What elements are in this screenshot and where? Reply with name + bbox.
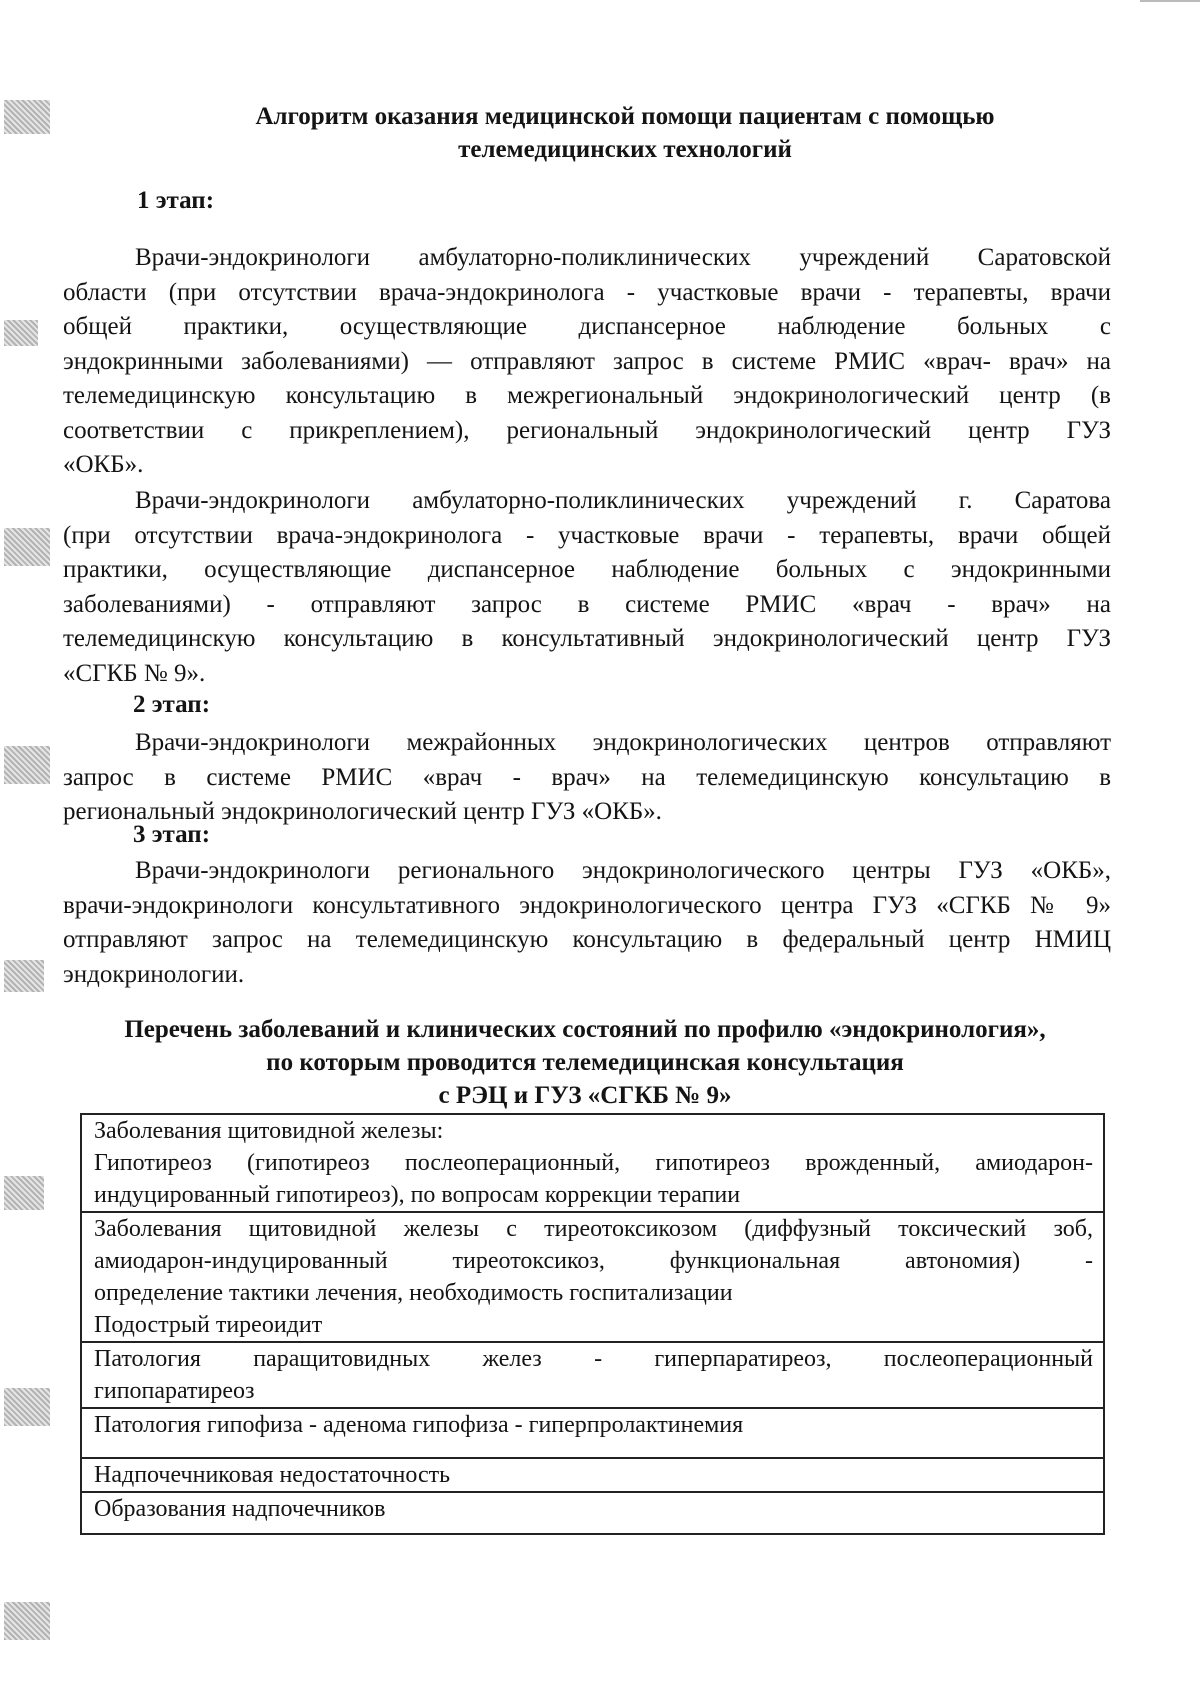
cell-line: амиодарон-индуцированный тиреотоксикоз, функциональная автономия) - [94, 1248, 1093, 1274]
table-cell [81, 1492, 1104, 1534]
scan-artifact [4, 1602, 50, 1640]
cell-line: Образования надпочечников [94, 1496, 386, 1522]
text-line: «СГКБ № 9». [63, 659, 206, 687]
cell-line: Патология гипофиза - аденома гипофиза - гиперпролактинемия [94, 1412, 744, 1438]
text-line: региональный эндокринологический центр ГУЗ «ОКБ». [63, 798, 662, 825]
text-line: запрос в системе РМИС «врач - врач» на телемедицинскую консультацию в [63, 763, 1111, 791]
text-line: врачи-эндокринологи консультативного эндокринологического центра ГУЗ «СГКБ № 9» [63, 891, 1111, 919]
table-row [81, 1114, 1104, 1212]
page-edge-line [1140, 0, 1200, 2]
scan-artifact [4, 1176, 44, 1210]
cell-line: Надпочечниковая недостаточность [94, 1462, 451, 1488]
text-line: отправляют запрос на телемедицинскую консультацию в федеральный центр НМИЦ [63, 926, 1111, 953]
text-line: «ОКБ». [63, 451, 144, 478]
cell-line: Патология паращитовидных желез - гиперпаратиреоз, послеоперационный [94, 1346, 1093, 1372]
cell-line: Подострый тиреоидит [94, 1312, 323, 1338]
title-line: Алгоритм оказания медицинской помощи пациентам с помощью [255, 103, 995, 130]
text-line: заболеваниями) - отправляют запрос в системе РМИС «врач - врач» на [63, 590, 1111, 618]
conditions-list-title [60, 1013, 1110, 1112]
stage-1-heading: 1 этап: [137, 187, 215, 214]
text-line: Врачи-эндокринологи амбулаторно-поликлинических учреждений Саратовской [135, 244, 1111, 271]
text-line: общей практики, осуществляющие диспансерное наблюдение больных с [63, 313, 1111, 340]
text-line: практики, осуществляющие диспансерное наблюдение больных с эндокринными [63, 556, 1111, 583]
table-row [81, 1458, 1104, 1492]
text-line: (при отсутствии врача-эндокринолога - участковые врачи - терапевты, врачи общей [63, 521, 1111, 549]
text-line: Врачи-эндокринологи регионального эндокринологического центры ГУЗ «ОКБ», [135, 857, 1111, 884]
scan-artifact [4, 320, 38, 346]
table-row [81, 1342, 1104, 1408]
section-title-line: с РЭЦ и ГУЗ «СГКБ № 9» [438, 1082, 732, 1109]
stage-1-paragraph-2 [63, 484, 1111, 691]
text-line: соответствии с прикреплением), региональный эндокринологический центр ГУЗ [63, 416, 1111, 444]
stage-2-heading: 2 этап: [133, 691, 211, 718]
cell-line: индуцированный гипотиреоз), по вопросам коррекции терапии [94, 1182, 741, 1208]
table-cell [81, 1342, 1104, 1408]
scan-artifact [4, 528, 50, 566]
table-cell [81, 1114, 1104, 1212]
cell-line: Заболевания щитовидной железы с тиреотоксикозом (диффузный токсический зоб, [94, 1216, 1093, 1242]
text-line: Врачи-эндокринологи амбулаторно-поликлинических учреждений г. Саратова [135, 487, 1111, 514]
title-line: телемедицинских технологий [458, 136, 792, 163]
text-line: эндокринными заболеваниями) — отправляют запрос в системе РМИС «врач- врач» на [63, 347, 1111, 375]
text-line: телемедицинскую консультацию в межрегиональный эндокринологический центр (в [63, 382, 1111, 409]
scan-artifact [4, 960, 44, 992]
text-line: телемедицинскую консультацию в консультативный эндокринологический центр ГУЗ [63, 625, 1111, 652]
table-cell [81, 1212, 1104, 1342]
scan-artifact [4, 746, 50, 784]
conditions-table [80, 1113, 1105, 1535]
cell-line: Гипотиреоз (гипотиреоз послеоперационный, гипотиреоз врожденный, амиодарон- [94, 1150, 1093, 1176]
text-line: области (при отсутствии врача-эндокринолога - участковые врачи - терапевты, врачи [63, 278, 1111, 306]
stage-1-paragraph-1 [63, 241, 1111, 483]
scan-artifact [4, 100, 50, 134]
table-row [81, 1408, 1104, 1458]
section-title-line: по которым проводится телемедицинская консультация [266, 1049, 904, 1076]
cell-line: Заболевания щитовидной железы: [94, 1118, 444, 1144]
section-title-line: Перечень заболеваний и клинических состояний по профилю «эндокринология», [124, 1016, 1046, 1043]
table-row [81, 1212, 1104, 1342]
stage-3-heading: 3 этап: [133, 821, 211, 848]
table-cell [81, 1408, 1104, 1458]
document-title [150, 100, 1100, 166]
text-line: Врачи-эндокринологи межрайонных эндокринологических центров отправляют [135, 729, 1111, 756]
scan-artifact [4, 1388, 50, 1426]
cell-line: гипопаратиреоз [94, 1378, 255, 1404]
text-line: эндокринологии. [63, 960, 245, 988]
stage-3-paragraph [63, 854, 1111, 992]
table-cell [81, 1458, 1104, 1492]
cell-line: определение тактики лечения, необходимость госпитализации [94, 1280, 733, 1306]
stage-2-paragraph [63, 726, 1111, 830]
table-row [81, 1492, 1104, 1534]
